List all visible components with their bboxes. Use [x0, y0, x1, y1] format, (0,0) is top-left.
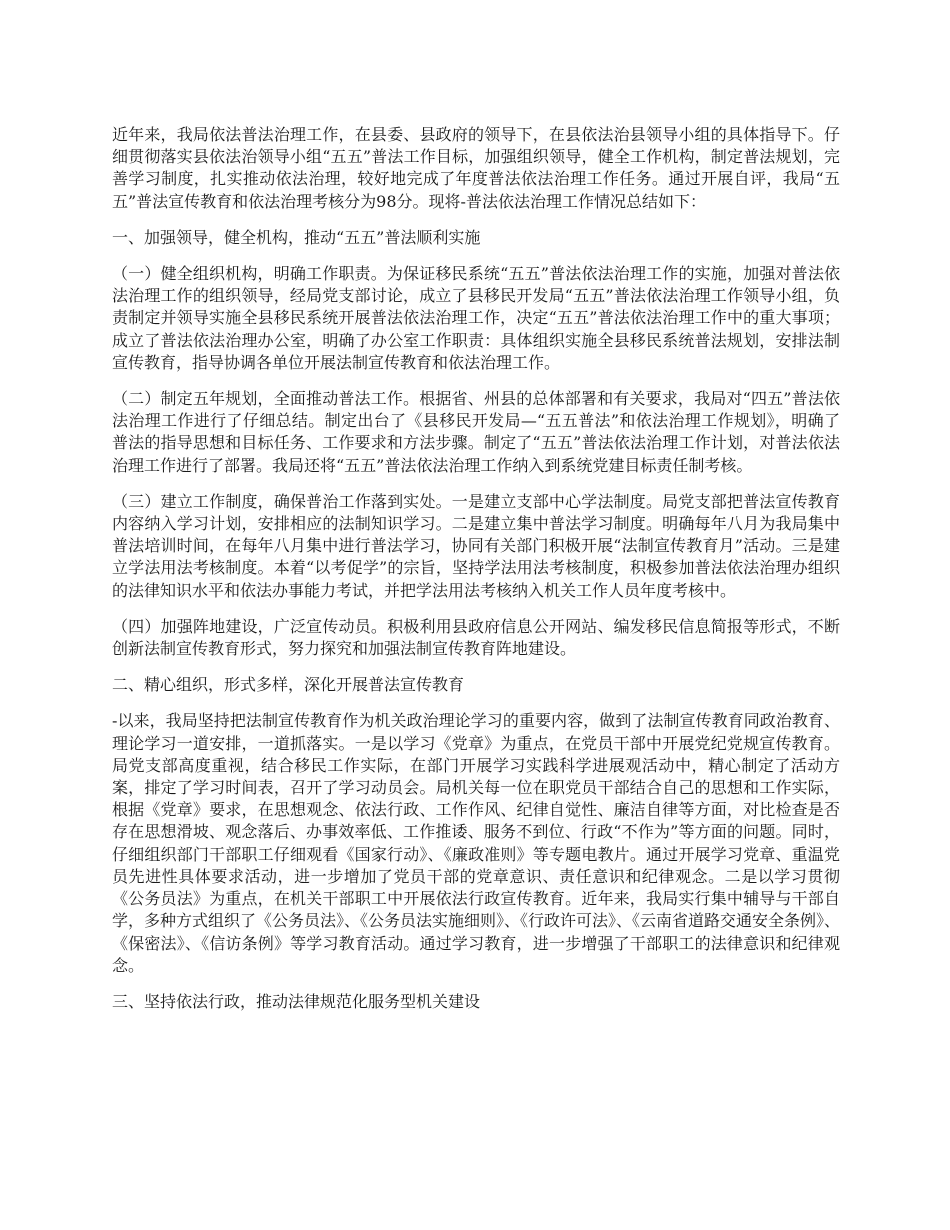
subsection-paragraph-3: （三）建立工作制度，确保普治工作落到实处。一是建立支部中心学法制度。局党支部把普法宣传教育内容纳入学习计划，安排相应的法制知识学习。二是建立集中普法学习制度。明确每年八月为我局集中普法培训时间，在每年八月集中进行普法学习，协同有关部门积极开展“法制宣传教育月”活动。三是建立学法用法考核制度。本着“以考促学”的宗旨，坚持学法用法考核制度，积极参加普法依法治理办组织的法律知识水平和依法办事能力考试，并把学法用法考核纳入机关工作人员年度考核中。 [112, 491, 840, 600]
subsection-paragraph-2: （二）制定五年规划，全面推动普法工作。根据省、州县的总体部署和有关要求，我局对“四五”普法依法治理工作进行了仔细总结。制定出台了《县移民开发局—“五五普法”和依法治理工作规划》，明确了普法的指导思想和目标任务、工作要求和方法步骤。制定了“五五”普法依法治理工作计划，对普法依法治理工作进行了部署。我局还将“五五”普法依法治理工作纳入到系统党建目标责任制考核。 [112, 389, 840, 475]
section-heading-3: 三、坚持依法行政，推动法律规范化服务型机关建设 [112, 991, 481, 1011]
section-heading-2: 二、精心组织，形式多样，深化开展普法宣传教育 [112, 675, 465, 695]
intro-paragraph: 近年来，我局依法普法治理工作，在县委、县政府的领导下，在县依法治县领导小组的具体指导下。仔细贯彻落实县依法治领导小组“五五”普法工作目标，加强组织领导，健全工作机构，制定普法规划，完善学习制度，扎实推动依法治理，较好地完成了年度普法依法治理工作任务。通过开展自评，我局“五五”普法宣传教育和依法治理考核分为98分。现将-普法依法治理工作情况总结如下： [112, 125, 840, 211]
subsection-paragraph-1: （一）健全组织机构，明确工作职责。为保证移民系统“五五”普法依法治理工作的实施，加强对普法依法治理工作的组织领导，经局党支部讨论，成立了县移民开发局“五五”普法依法治理工作领导小组，负责制定并领导实施全县移民系统开展普法依法治理工作，决定“五五”普法依法治理工作中的重大事项；成立了普法依法治理办公室，明确了办公室工作职责：具体组织实施全县移民系统普法规划，安排法制宣传教育，指导协调各单位开展法制宣传教育和依法治理工作。 [112, 264, 840, 372]
section-heading-1: 一、加强领导，健全机构，推动“五五”普法顺利实施 [112, 227, 481, 247]
subsection-paragraph-4: （四）加强阵地建设，广泛宣传动员。积极利用县政府信息公开网站、编发移民信息简报等形式，不断创新法制宣传教育形式，努力探究和加强法制宣传教育阵地建设。 [112, 616, 840, 659]
document-body [112, 124, 840, 1027]
section-2-paragraph: -以来，我局坚持把法制宣传教育作为机关政治理论学习的重要内容，做到了法制宣传教育同政治教育、理论学习一道安排，一道抓落实。一是以学习《党章》为重点，在党员干部中开展党纪党规宣传教育。局党支部高度重视，结合移民工作实际，在部门开展学习实践科学进展观活动中，精心制定了活动方案，排定了学习时间表，召开了学习动员会。局机关每一位在职党员干部结合自己的思想和工作实际，根据《党章》要求，在思想观念、依法行政、工作作风、纪律自觉性、廉洁自律等方面，对比检查是否存在思想滑坡、观念落后、办事效率低、工作推诿、服务不到位、行政“不作为”等方面的问题。同时，仔细组织部门干部职工仔细观看《国家行动》、《廉政准则》等专题电教片。通过开展学习党章、重温党员先进性具体要求活动，进一步增加了党员干部的党章意识、责任意识和纪律观念。二是以学习贯彻《公务员法》为重点，在机关干部职工中开展依法行政宣传教育。近年来，我局实行集中辅导与干部自学，多种方式组织了《公务员法》、《公务员法实施细则》、《行政许可法》、《云南省道路交通安全条例》、《保密法》、《信访条例》等学习教育活动。通过学习教育，进一步增强了干部职工的法律意识和纪律观念。 [112, 711, 841, 975]
